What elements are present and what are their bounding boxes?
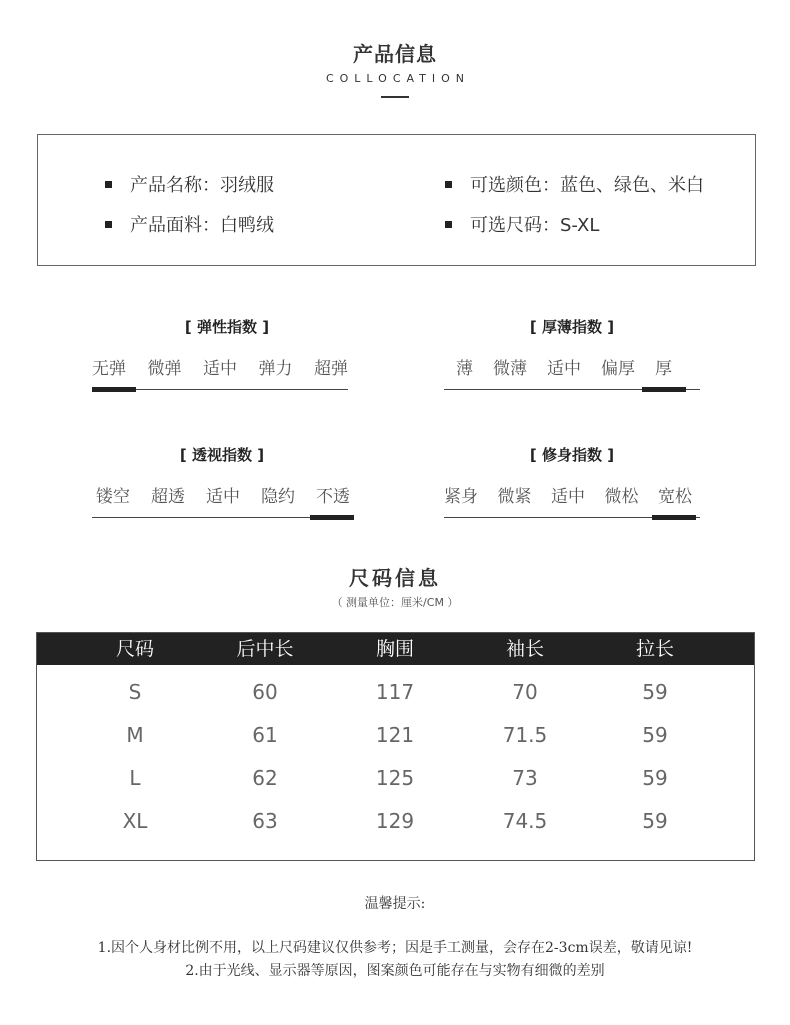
product-name-item	[105, 171, 274, 197]
table-cell: XL	[122, 809, 148, 833]
size-info-title: 尺码信息	[349, 566, 441, 590]
thickness-option: 薄	[456, 359, 473, 379]
table-cell: 59	[642, 723, 668, 747]
table-cell: 59	[642, 766, 668, 790]
table-row	[37, 720, 754, 750]
fit-option: 紧身	[444, 487, 478, 507]
column-header: 袖长	[505, 638, 544, 660]
table-row	[37, 763, 754, 793]
size-table-header	[37, 633, 754, 665]
bullet-icon	[105, 221, 112, 228]
elasticity-option: 无弹	[92, 359, 126, 379]
fit-option: 微松	[604, 487, 639, 507]
table-row	[37, 806, 754, 836]
transparency-option: 不透	[316, 487, 350, 507]
table-cell: 125	[375, 766, 415, 790]
transparency-options	[96, 482, 350, 507]
tips-title: 温馨提示:	[364, 896, 426, 912]
fit-option: 宽松	[658, 487, 692, 507]
tip-line-1: 1.因个人身材比例不用，以上尺码建议仅供参考；因是手工测量，会存在2-3cm误差，敬请见谅!	[97, 940, 693, 956]
table-cell: S	[128, 680, 142, 704]
transparency-option: 超透	[151, 487, 185, 507]
page-subtitle: COLLOCATION	[325, 72, 471, 85]
thickness-option: 适中	[547, 359, 581, 379]
fit-option: 适中	[551, 487, 585, 507]
elasticity-index-title: [ 弹性指数 ]	[184, 318, 270, 336]
table-cell: 59	[642, 809, 668, 833]
transparency-selected-marker	[310, 515, 354, 520]
column-header: 胸围	[375, 638, 414, 660]
column-header: 后中长	[236, 638, 294, 660]
table-cell: 121	[375, 723, 415, 747]
table-cell: 63	[252, 809, 278, 833]
table-cell: M	[126, 723, 144, 747]
thickness-option: 厚	[655, 359, 672, 379]
bullet-icon	[445, 221, 452, 228]
table-cell: 62	[252, 766, 278, 790]
table-cell: 59	[642, 680, 668, 704]
table-cell: 74.5	[502, 809, 548, 833]
table-cell: 73	[512, 766, 538, 790]
transparency-index-title: [ 透视指数 ]	[179, 446, 265, 464]
transparency-option: 适中	[206, 487, 240, 507]
tip-line-2: 2.由于光线、显示器等原因，图案颜色可能存在与实物有细微的差别	[185, 963, 605, 979]
table-cell: 60	[252, 680, 278, 704]
transparency-option: 镂空	[96, 487, 130, 507]
thickness-index-title: [ 厚薄指数 ]	[529, 318, 615, 336]
elasticity-selected-marker	[92, 387, 136, 392]
table-cell: 61	[252, 723, 278, 747]
size-unit-note: （ 测量单位：厘米/CM ）	[331, 596, 459, 609]
product-colors-item	[445, 171, 704, 197]
product-fabric-text: 产品面料：白鸭绒	[130, 215, 274, 236]
elasticity-option: 超弹	[314, 359, 348, 379]
elasticity-options	[92, 354, 348, 379]
table-cell: 117	[375, 680, 415, 704]
elasticity-option: 微弹	[147, 359, 182, 379]
product-sizes-item	[445, 211, 599, 237]
fit-options	[444, 482, 692, 507]
elasticity-option: 弹力	[258, 359, 293, 379]
product-info-box	[37, 134, 756, 266]
bullet-icon	[105, 181, 112, 188]
column-header: 尺码	[115, 638, 154, 660]
elasticity-option: 适中	[203, 359, 237, 379]
size-table	[36, 632, 755, 861]
column-header: 拉长	[635, 638, 674, 660]
product-colors-text: 可选颜色：蓝色、绿色、米白	[470, 175, 704, 196]
fit-index-title: [ 修身指数 ]	[529, 446, 615, 464]
fit-selected-marker	[652, 515, 696, 520]
thickness-option: 微薄	[493, 359, 527, 379]
title-divider	[381, 96, 409, 98]
table-cell: 129	[375, 809, 415, 833]
thickness-selected-marker	[642, 387, 686, 392]
thickness-options	[456, 354, 672, 379]
transparency-option: 隐约	[261, 487, 295, 507]
product-sizes-text: 可选尺码：S-XL	[470, 215, 600, 236]
table-cell: 71.5	[502, 723, 548, 747]
table-cell: 70	[512, 680, 538, 704]
table-row	[37, 677, 754, 707]
thickness-option: 偏厚	[601, 359, 635, 379]
bullet-icon	[445, 181, 452, 188]
product-name-text: 产品名称：羽绒服	[130, 175, 274, 196]
product-fabric-item	[105, 211, 274, 237]
fit-option: 微紧	[497, 487, 532, 507]
table-cell: L	[129, 766, 141, 790]
page-title: 产品信息	[353, 42, 437, 66]
